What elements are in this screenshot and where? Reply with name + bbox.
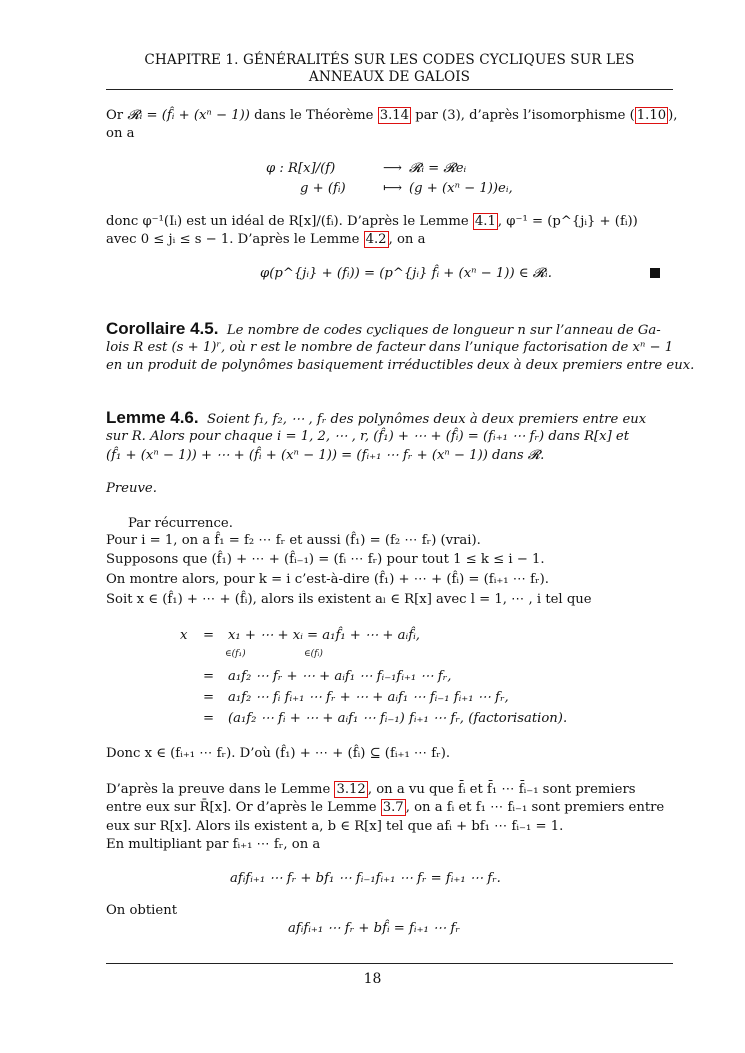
corollary-title: Corollaire 4.5. xyxy=(106,319,219,338)
ref-lemma-3-12[interactable]: 3.12 xyxy=(336,782,366,797)
underbrace-label-2: ∈(fᵢ) xyxy=(304,649,323,659)
lemma-title: Lemme 4.6. xyxy=(106,408,199,427)
align-eq-1: = xyxy=(203,628,215,643)
proof-line-1: Par récurrence. xyxy=(128,516,233,531)
paragraph-4-line-5: On obtient xyxy=(106,903,177,918)
paragraph-4-line-4: En multipliant par fᵢ₊₁ ⋯ fᵣ, on a xyxy=(106,837,321,852)
page-number: 18 xyxy=(363,971,382,987)
align-row-2: a₁f₂ ⋯ fᵣ + ⋯ + aᵢf₁ ⋯ fᵢ₋₁fᵢ₊₁ ⋯ fᵣ, xyxy=(228,669,452,684)
align-eq-4: = xyxy=(203,711,215,726)
running-header xyxy=(106,52,673,86)
align-eq-3: = xyxy=(203,690,215,705)
map-domain: φ : R[x]/(f) xyxy=(266,161,336,176)
proof-title: Preuve. xyxy=(106,481,157,496)
lemma-line-1: Lemme 4.6. Soient f₁, f₂, ⋯ , fᵣ des polynômes deux à deux premiers entre eux xyxy=(106,408,647,427)
ref-lemma-4-2[interactable]: 4.2 xyxy=(365,232,387,247)
map-arrow: ⟶ xyxy=(383,161,402,176)
paragraph-3: Donc x ∈ (fᵢ₊₁ ⋯ fᵣ). D’où (f̂₁) + ⋯ + (f̂ᵢ) ⊆ (fᵢ₊₁ ⋯ fᵣ). xyxy=(106,746,451,761)
align-row-3: a₁f₂ ⋯ fᵢ fᵢ₊₁ ⋯ fᵣ + ⋯ + aᵢf₁ ⋯ fᵢ₋₁ fᵢ₊₁ ⋯ fᵣ, xyxy=(228,690,509,705)
ref-theorem-3-14[interactable]: 3.14 xyxy=(379,108,410,123)
equation-phi: φ(p^{jᵢ} + (fᵢ)) = (p^{jᵢ} f̂ᵢ + (xⁿ − 1)) ∈ 𝓡ᵢ. xyxy=(260,266,552,281)
footer-rule xyxy=(106,963,673,964)
paragraph-1-line-1: Or 𝓡ᵢ = (f̂ᵢ + (xⁿ − 1)) dans le Théorème 3.14 par (3), d’après l’isomorphisme ( 1.10 ), xyxy=(106,108,678,123)
lemma-line-3: (f̂₁ + (xⁿ − 1)) + ⋯ + (f̂ᵢ + (xⁿ − 1)) = (fᵢ₊₁ ⋯ fᵣ + (xⁿ − 1)) dans 𝓡. xyxy=(106,448,545,463)
paragraph-2-line-1: donc φ⁻¹(Iᵢ) est un idéal de R[x]/(fᵢ). D’après le Lemme 4.1 , φ⁻¹ = (p^{jᵢ} + (fᵢ)) xyxy=(106,214,638,229)
qed-square-icon xyxy=(650,268,660,278)
underbrace-label-1: ∈(f₁) xyxy=(225,649,246,659)
align-row-4: (a₁f₂ ⋯ fᵢ + ⋯ + aᵢf₁ ⋯ fᵢ₋₁) fᵢ₊₁ ⋯ fᵣ, (factorisation). xyxy=(228,711,568,726)
proof-line-2: Pour i = 1, on a f̂₁ = f₂ ⋯ fᵣ et aussi (f̂₁) = (f₂ ⋯ fᵣ) (vrai). xyxy=(106,533,481,548)
paragraph-1-line-2: on a xyxy=(106,126,135,141)
ref-equation-1-10[interactable]: 1.10 xyxy=(636,108,667,123)
paragraph-4-line-3: eux sur R[x]. Alors ils existent a, b ∈ R[x] tel que afᵢ + bf₁ ⋯ fᵢ₋₁ = 1. xyxy=(106,819,564,834)
corollary-line-2: lois R est (s + 1)ʳ, où r est le nombre de facteur dans l’unique factorisation de xⁿ − 1 xyxy=(106,340,674,355)
corollary-line-1: Corollaire 4.5. Le nombre de codes cycliques de longueur n sur l’anneau de Ga- xyxy=(106,319,661,338)
header-rule xyxy=(106,89,673,90)
map-mapsto: ⟼ xyxy=(383,181,402,196)
proof-line-5: Soit x ∈ (f̂₁) + ⋯ + (f̂ᵢ), alors ils existent aₗ ∈ R[x] avec l = 1, ⋯ , i tel que xyxy=(106,592,592,607)
equation-multiplied: afᵢfᵢ₊₁ ⋯ fᵣ + bf₁ ⋯ fᵢ₋₁fᵢ₊₁ ⋯ fᵣ = fᵢ₊₁ ⋯ fᵣ. xyxy=(230,871,501,886)
paragraph-4-line-1: D’après la preuve dans le Lemme 3.12 , on a vu que f̄ᵢ et f̄₁ ⋯ f̄ᵢ₋₁ sont premiers xyxy=(106,782,636,797)
header-line-1: CHAPITRE 1. GÉNÉRALITÉS SUR LES CODES CYCLIQUES SUR LES xyxy=(144,52,635,68)
map-codomain: 𝓡ᵢ = 𝓡eᵢ xyxy=(409,161,467,176)
header-line-2: ANNEAUX DE GALOIS xyxy=(308,69,471,85)
paragraph-2-line-2: avec 0 ≤ jᵢ ≤ s − 1. D’après le Lemme 4.2 , on a xyxy=(106,232,426,247)
paragraph-4-line-2: entre eux sur R̄[x]. Or d’après le Lemme 3.7 , on a fᵢ et f₁ ⋯ fᵢ₋₁ sont premiers entre xyxy=(106,800,665,815)
align-eq-2: = xyxy=(203,669,215,684)
align-lhs: x xyxy=(180,628,188,643)
corollary-line-3: en un produit de polynômes basiquement irréductibles deux à deux premiers entre eux. xyxy=(106,358,695,373)
map-image: (g + (xⁿ − 1))eᵢ, xyxy=(409,181,513,196)
ref-lemma-3-7[interactable]: 3.7 xyxy=(382,800,404,815)
equation-obtained: afᵢfᵢ₊₁ ⋯ fᵣ + bf̂ᵢ = fᵢ₊₁ ⋯ fᵣ xyxy=(288,921,460,936)
proof-line-3: Supposons que (f̂₁) + ⋯ + (f̂ᵢ₋₁) = (fᵢ ⋯ fᵣ) pour tout 1 ≤ k ≤ i − 1. xyxy=(106,552,545,567)
lemma-line-2: sur R. Alors pour chaque i = 1, 2, ⋯ , r, (f̂₁) + ⋯ + (f̂ᵢ) = (fᵢ₊₁ ⋯ fᵣ) dans R[x] et xyxy=(106,429,630,444)
map-element: g + (fᵢ) xyxy=(300,181,346,196)
ref-lemma-4-1[interactable]: 4.1 xyxy=(474,214,496,229)
proof-line-4: On montre alors, pour k = i c’est-à-dire (f̂₁) + ⋯ + (f̂ᵢ) = (fᵢ₊₁ ⋯ fᵣ). xyxy=(106,572,549,587)
align-row-1: x₁ + ⋯ + xᵢ = a₁f̂₁ + ⋯ + aᵢf̂ᵢ, xyxy=(228,628,420,643)
